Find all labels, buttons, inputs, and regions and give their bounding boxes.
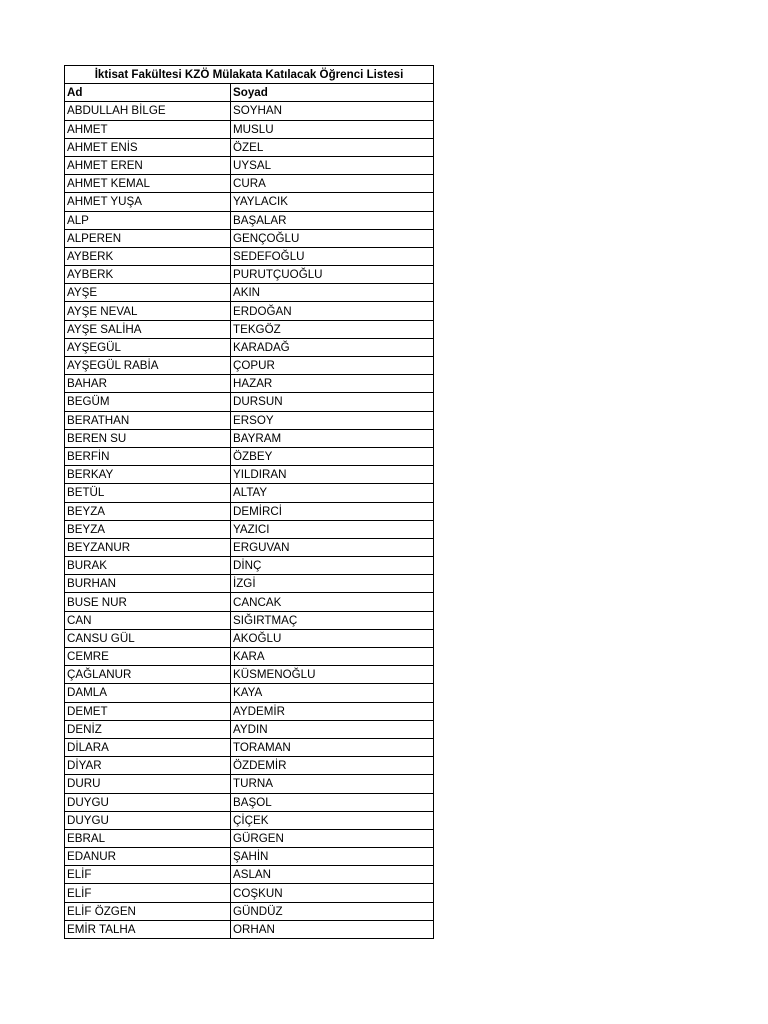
first-name-cell: ELİF	[65, 866, 231, 884]
last-name-cell: GÜNDÜZ	[231, 902, 434, 920]
last-name-cell: YAZICI	[231, 520, 434, 538]
table-row	[65, 156, 434, 174]
last-name-cell: GÜRGEN	[231, 829, 434, 847]
first-name-cell: BERATHAN	[65, 411, 231, 429]
first-name-cell: DEMET	[65, 702, 231, 720]
first-name-cell: DUYGU	[65, 793, 231, 811]
first-name-cell: ELİF	[65, 884, 231, 902]
first-name-cell: EBRAL	[65, 829, 231, 847]
table-row	[65, 338, 434, 356]
table-row	[65, 684, 434, 702]
last-name-cell: BAŞOL	[231, 793, 434, 811]
last-name-cell: ERSOY	[231, 411, 434, 429]
last-name-cell: TORAMAN	[231, 738, 434, 756]
document-title: İktisat Fakültesi KZÖ Mülakata Katılacak Öğrenci Listesi	[65, 66, 434, 84]
last-name-cell: COŞKUN	[231, 884, 434, 902]
last-name-cell: AYDEMİR	[231, 702, 434, 720]
table-row	[65, 411, 434, 429]
table-row	[65, 702, 434, 720]
last-name-cell: CANCAK	[231, 593, 434, 611]
last-name-cell: TURNA	[231, 775, 434, 793]
table-row	[65, 884, 434, 902]
first-name-cell: BERKAY	[65, 466, 231, 484]
table-row	[65, 120, 434, 138]
last-name-cell: MUSLU	[231, 120, 434, 138]
last-name-cell: ÖZDEMİR	[231, 757, 434, 775]
first-name-cell: AHMET EREN	[65, 156, 231, 174]
last-name-cell: AKIN	[231, 284, 434, 302]
table-row	[65, 920, 434, 938]
table-row	[65, 829, 434, 847]
first-name-cell: CEMRE	[65, 648, 231, 666]
first-name-cell: DİLARA	[65, 738, 231, 756]
first-name-cell: DURU	[65, 775, 231, 793]
first-name-cell: CAN	[65, 611, 231, 629]
last-name-cell: TEKGÖZ	[231, 320, 434, 338]
table-row	[65, 302, 434, 320]
last-name-cell: ALTAY	[231, 484, 434, 502]
last-name-cell: DİNÇ	[231, 557, 434, 575]
table-row	[65, 666, 434, 684]
table-row	[65, 720, 434, 738]
first-name-cell: BUSE NUR	[65, 593, 231, 611]
table-row	[65, 447, 434, 465]
first-name-cell: AYBERK	[65, 266, 231, 284]
table-row	[65, 629, 434, 647]
table-row	[65, 266, 434, 284]
student-list-sheet	[64, 65, 433, 939]
first-name-cell: AYŞE SALİHA	[65, 320, 231, 338]
table-row	[65, 247, 434, 265]
first-name-cell: DUYGU	[65, 811, 231, 829]
table-row	[65, 429, 434, 447]
last-name-cell: ÇİÇEK	[231, 811, 434, 829]
table-row	[65, 229, 434, 247]
table-row	[65, 466, 434, 484]
table-row	[65, 648, 434, 666]
table-row	[65, 775, 434, 793]
first-name-cell: AYBERK	[65, 247, 231, 265]
student-rows	[65, 102, 434, 939]
table-row	[65, 138, 434, 156]
first-name-cell: ELİF ÖZGEN	[65, 902, 231, 920]
first-name-cell: DİYAR	[65, 757, 231, 775]
first-name-cell: DAMLA	[65, 684, 231, 702]
last-name-cell: YILDIRAN	[231, 466, 434, 484]
table-row	[65, 284, 434, 302]
table-row	[65, 393, 434, 411]
last-name-cell: SIĞIRTMAÇ	[231, 611, 434, 629]
table-row	[65, 593, 434, 611]
table-row	[65, 538, 434, 556]
title-row	[65, 66, 434, 84]
table-row	[65, 557, 434, 575]
last-name-cell: KARADAĞ	[231, 338, 434, 356]
last-name-cell: ERDOĞAN	[231, 302, 434, 320]
header-row	[65, 84, 434, 102]
first-name-cell: BURHAN	[65, 575, 231, 593]
last-name-cell: DURSUN	[231, 393, 434, 411]
first-name-cell: AHMET ENİS	[65, 138, 231, 156]
table-row	[65, 520, 434, 538]
table-row	[65, 357, 434, 375]
last-name-cell: İZGİ	[231, 575, 434, 593]
first-name-cell: BEYZA	[65, 502, 231, 520]
last-name-cell: UYSAL	[231, 156, 434, 174]
table-row	[65, 375, 434, 393]
last-name-cell: CURA	[231, 175, 434, 193]
last-name-cell: KAYA	[231, 684, 434, 702]
table-row	[65, 611, 434, 629]
first-name-cell: CANSU GÜL	[65, 629, 231, 647]
table-row	[65, 211, 434, 229]
last-name-cell: BAŞALAR	[231, 211, 434, 229]
last-name-cell: ŞAHİN	[231, 848, 434, 866]
first-name-cell: BERFİN	[65, 447, 231, 465]
last-name-cell: ASLAN	[231, 866, 434, 884]
last-name-cell: ÖZBEY	[231, 447, 434, 465]
table-row	[65, 484, 434, 502]
last-name-cell: BAYRAM	[231, 429, 434, 447]
last-name-cell: ORHAN	[231, 920, 434, 938]
table-row	[65, 193, 434, 211]
last-name-cell: AKOĞLU	[231, 629, 434, 647]
table-row	[65, 320, 434, 338]
last-name-cell: SOYHAN	[231, 102, 434, 120]
last-name-cell: SEDEFOĞLU	[231, 247, 434, 265]
first-name-cell: ÇAĞLANUR	[65, 666, 231, 684]
first-name-cell: BEYZANUR	[65, 538, 231, 556]
table-row	[65, 175, 434, 193]
first-name-cell: ABDULLAH BİLGE	[65, 102, 231, 120]
last-name-cell: KÜSMENOĞLU	[231, 666, 434, 684]
first-name-cell: AYŞEGÜL RABİA	[65, 357, 231, 375]
last-name-cell: AYDIN	[231, 720, 434, 738]
table-row	[65, 575, 434, 593]
first-name-cell: ALPEREN	[65, 229, 231, 247]
first-name-cell: BURAK	[65, 557, 231, 575]
first-name-cell: BEREN SU	[65, 429, 231, 447]
column-header-ad: Ad	[65, 84, 231, 102]
column-header-soyad: Soyad	[231, 84, 434, 102]
table-row	[65, 866, 434, 884]
table-row	[65, 502, 434, 520]
first-name-cell: BAHAR	[65, 375, 231, 393]
last-name-cell: ÖZEL	[231, 138, 434, 156]
last-name-cell: DEMİRCİ	[231, 502, 434, 520]
last-name-cell: GENÇOĞLU	[231, 229, 434, 247]
first-name-cell: BEGÜM	[65, 393, 231, 411]
last-name-cell: ÇOPUR	[231, 357, 434, 375]
first-name-cell: BETÜL	[65, 484, 231, 502]
first-name-cell: EMİR TALHA	[65, 920, 231, 938]
first-name-cell: AHMET KEMAL	[65, 175, 231, 193]
last-name-cell: HAZAR	[231, 375, 434, 393]
first-name-cell: AYŞE NEVAL	[65, 302, 231, 320]
first-name-cell: EDANUR	[65, 848, 231, 866]
first-name-cell: AHMET YUŞA	[65, 193, 231, 211]
table-row	[65, 757, 434, 775]
table-row	[65, 811, 434, 829]
last-name-cell: YAYLACIK	[231, 193, 434, 211]
first-name-cell: AHMET	[65, 120, 231, 138]
first-name-cell: AYŞE	[65, 284, 231, 302]
last-name-cell: PURUTÇUOĞLU	[231, 266, 434, 284]
first-name-cell: BEYZA	[65, 520, 231, 538]
first-name-cell: ALP	[65, 211, 231, 229]
last-name-cell: ERGUVAN	[231, 538, 434, 556]
table-row	[65, 102, 434, 120]
first-name-cell: DENİZ	[65, 720, 231, 738]
table-row	[65, 793, 434, 811]
table-row	[65, 902, 434, 920]
student-list-table	[64, 65, 434, 939]
first-name-cell: AYŞEGÜL	[65, 338, 231, 356]
last-name-cell: KARA	[231, 648, 434, 666]
table-row	[65, 848, 434, 866]
table-row	[65, 738, 434, 756]
